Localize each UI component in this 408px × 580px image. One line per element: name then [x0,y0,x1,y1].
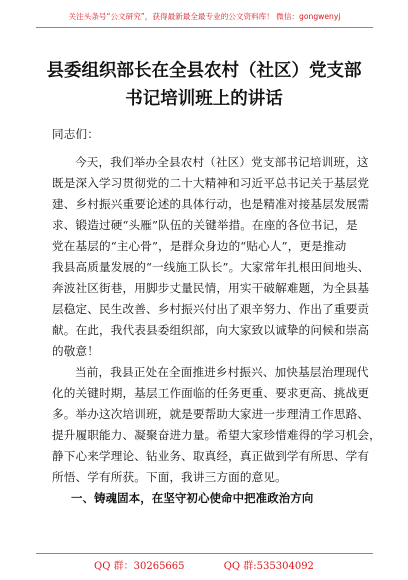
footer-qq-group-2: QQ 群:535304092 [223,561,314,572]
section-heading-1: 一、铸魂固本，在坚守初心使命中把准政治方向 [71,491,314,505]
paragraph-line: 建、乡村振兴重要论述的具体行动，也是精准对接基层发展需 [52,197,370,211]
paragraph-line: 所悟、学有所获。下面，我讲三方面的意见。 [52,470,287,484]
paragraph-line: 化的关键时期，基层工作面临的任务更重、要求更高、挑战更 [52,386,370,400]
paragraph-2 [52,362,381,488]
document-title-line-2: 书记培训班上的讲话 [125,89,283,109]
paragraph-1 [52,152,370,362]
paragraph-line: 今天，我们举办全县农村（社区）党支部书记培训班，这 [75,155,369,169]
paragraph-line: 既是深入学习贯彻党的二十大精神和习近平总书记关于基层党 [52,176,370,190]
footer-divider [36,553,373,554]
paragraph-line: 奔波社区街巷，用脚步丈量民情，用实干破解难题，为全县基 [52,281,370,295]
paragraph-line: 党在基层的“主心骨”，是群众身边的“贴心人”，更是推动 [52,239,347,253]
paragraph-line: 静下心来学理论、钻业务、取真经，真正做到学有所思、学有 [52,449,370,463]
paragraph-line: 当前，我县正处在全面推进乡村振兴、加快基层治理现代 [75,365,369,379]
paragraph-line: 多。举办这次培训班，就是要帮助大家进一步理清工作思路、 [52,407,370,421]
document-body [52,124,381,509]
salutation: 同志们： [52,127,99,141]
paragraph-line: 层稳定、民生改善、乡村振兴付出了艰辛努力、作出了重要贡 [52,302,370,316]
footer-qq-group-1: QQ 群：30265665 [94,561,185,572]
page-footer [0,557,408,572]
paragraph-line: 献。在此，我代表县委组织部，向大家致以诚挚的问候和崇高 [52,323,370,337]
page-header-banner: 关注头条号“公文研究”，获得最新最全最专业的公文资料库！ 微信：gongwenyj [36,6,373,28]
paragraph-line: 提升履职能力、凝聚奋进力量。希望大家珍惜难得的学习机会， [52,428,381,442]
paragraph-line: 求、锻造过硬“头雁”队伍的关键举措。在座的各位书记，是 [52,218,358,232]
paragraph-line: 的敬意！ [52,344,99,358]
document-title-line-1: 县委组织部长在全县农村（社区）党支部 [46,61,362,81]
paragraph-line: 我县高质量发展的“一线施工队长”。大家常年扎根田间地头、 [52,260,370,274]
